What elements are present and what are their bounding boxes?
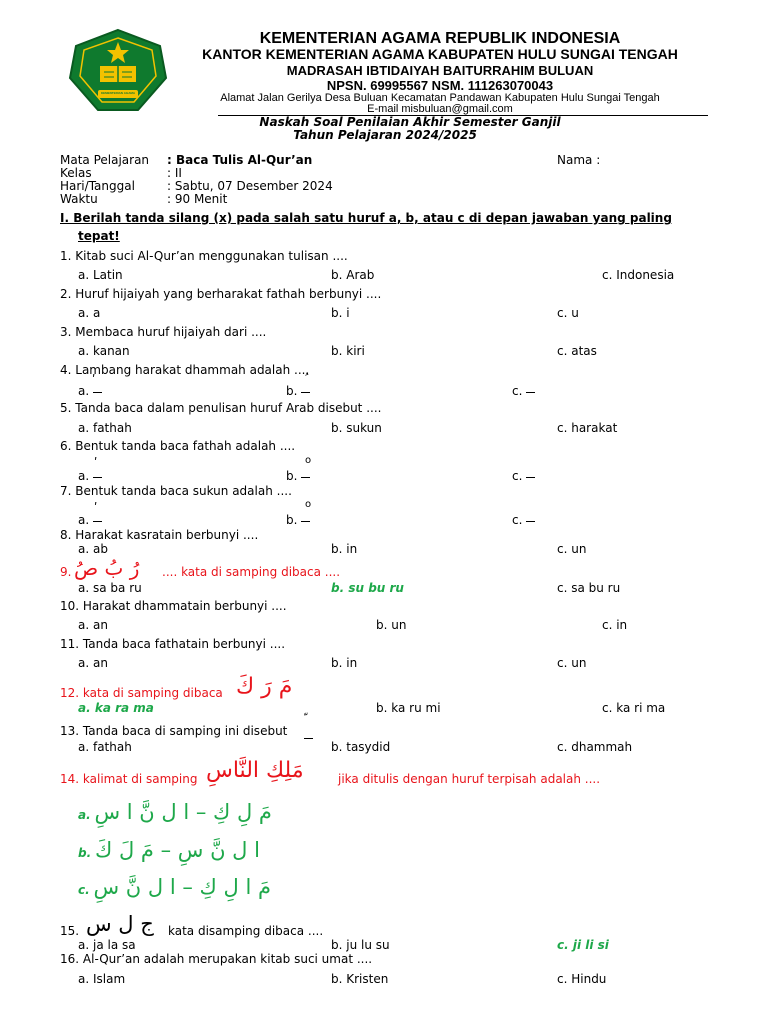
q8-option-a[interactable]: a. ab [78, 542, 108, 556]
q15-option-b[interactable]: b. ju lu su [331, 938, 390, 952]
school-address: Alamat Jalan Gerilya Desa Buluan Kecamatan Pandawan Kabupaten Hulu Sungai Tengah [220, 92, 660, 104]
question-14-arabic: مَلِكِ النَّاسِ [206, 758, 304, 783]
question-8: 8. Harakat kasratain berbunyi .... [60, 528, 259, 542]
q6-option-b[interactable]: b. [286, 469, 310, 483]
q14-option-a-label: a. [78, 808, 91, 822]
q7-option-c[interactable]: c. [512, 513, 535, 527]
q7-option-b[interactable]: b. [286, 513, 310, 527]
q1-option-a[interactable]: a. Latin [78, 268, 123, 282]
question-11: 11. Tanda baca fathatain berbunyi .... [60, 637, 286, 651]
office-title: KANTOR KEMENTERIAN AGAMA KABUPATEN HULU SUNGAI TENGAH [202, 46, 678, 62]
q16-option-a[interactable]: a. Islam [78, 972, 126, 986]
instruction-line2: tepat! [78, 229, 120, 243]
q16-option-c[interactable]: c. Hindu [557, 972, 607, 986]
class-label: Kelas [60, 166, 92, 180]
q12-option-b[interactable]: b. ka ru mi [376, 701, 441, 715]
subject-label: Mata Pelajaran [60, 153, 150, 167]
school-name: MADRASAH IBTIDAIYAH BAITURRAHIM BULUAN [286, 63, 594, 78]
question-16: 16. Al-Qur’an adalah merupakan kitab suci umat .... [60, 952, 373, 966]
question-15-text: kata disamping dibaca .... [168, 924, 324, 938]
q14-option-b[interactable] [78, 838, 260, 862]
q8-option-c[interactable]: c. un [557, 542, 587, 556]
q1-option-b[interactable]: b. Arab [331, 268, 375, 282]
q4-option-a[interactable]: a. [78, 384, 102, 398]
question-7: 7. Bentuk tanda baca sukun adalah .... [60, 484, 292, 498]
school-ids: NPSN. 69995567 NSM. 111263070043 [326, 78, 554, 93]
q16-option-b[interactable]: b. Kristen [331, 972, 389, 986]
q14-option-c-label: c. [78, 883, 90, 897]
fathah-mark-icon: ʹ [92, 373, 96, 387]
tasydid-mark-icon [304, 734, 313, 739]
q5-option-c[interactable]: c. harakat [557, 421, 618, 435]
ministry-logo [68, 28, 168, 112]
q6-option-c[interactable]: c. [512, 469, 535, 483]
school-email: E-mail misbuluan@gmail.com [367, 103, 513, 115]
kasrah-mark-icon [526, 388, 535, 393]
q4-option-b[interactable]: b. [286, 384, 310, 398]
harakat-mark-icon [301, 388, 310, 393]
question-9-arabic: رُ بُ صُ [74, 556, 140, 580]
q10-option-a[interactable]: a. an [78, 618, 108, 632]
question-1: 1. Kitab suci Al-Qur’an menggunakan tulisan .... [60, 249, 348, 263]
kasrah-mark-icon [526, 473, 535, 478]
q5-option-a[interactable]: a. fathah [78, 421, 132, 435]
question-3: 3. Membaca huruf hijaiyah dari .... [60, 325, 267, 339]
exam-title: Naskah Soal Penilaian Akhir Semester Ganjil [259, 115, 561, 129]
q7-option-a[interactable]: a. [78, 513, 102, 527]
q14-option-b-label: b. [78, 846, 92, 860]
date-label: Hari/Tanggal [60, 179, 135, 193]
fathah-mark-icon: ʹ [94, 456, 98, 470]
fathah-mark-icon: ʹ [94, 501, 98, 515]
logo-caption: KEMENTERIAN AGAMA [100, 91, 136, 95]
ministry-title: KEMENTERIAN AGAMA REPUBLIK INDONESIA [259, 30, 621, 47]
q13-option-c[interactable]: c. dhammah [557, 740, 633, 754]
q14-option-a-arabic: مَ لِ كِ – ا ل نَّ ا سِ [94, 800, 272, 824]
class-value: : II [167, 166, 182, 180]
q4-option-c[interactable]: c. [512, 384, 535, 398]
instruction-line1: I. Berilah tanda silang (x) pada salah satu huruf a, b, atau c di depan jawaban yang paling [60, 211, 672, 225]
harakat-mark-icon [93, 388, 102, 393]
question-10: 10. Harakat dhammatain berbunyi .... [60, 599, 287, 613]
question-5: 5. Tanda baca dalam penulisan huruf Arab disebut .... [60, 401, 382, 415]
q2-option-a[interactable]: a. a [78, 306, 101, 320]
harakat-mark-icon [93, 517, 102, 522]
q11-option-b[interactable]: b. in [331, 656, 358, 670]
q9-option-c[interactable]: c. sa bu ru [557, 581, 621, 595]
q3-option-c[interactable]: c. atas [557, 344, 597, 358]
q14-option-c[interactable] [78, 875, 271, 899]
question-9-number: 9. [60, 565, 72, 579]
q14-option-a[interactable] [78, 800, 272, 824]
q6-option-a[interactable]: a. [78, 469, 102, 483]
time-value: : 90 Menit [167, 192, 228, 206]
question-14-suffix: jika ditulis dengan huruf terpisah adalah .... [338, 772, 601, 786]
q15-option-c[interactable]: c. ji li si [557, 938, 609, 952]
q12-option-a[interactable]: a. ka ra ma [78, 701, 154, 715]
q12-option-c[interactable]: c. ka ri ma [602, 701, 666, 715]
q9-option-b[interactable]: b. su bu ru [331, 581, 404, 595]
q14-option-c-arabic: مَ ا لِ كِ – ا ل نَّ سِ [93, 875, 271, 899]
q2-option-b[interactable]: b. i [331, 306, 350, 320]
q13-option-b[interactable]: b. tasydid [331, 740, 391, 754]
question-13: 13. Tanda baca di samping ini disebut [60, 724, 288, 738]
subject-value: : Baca Tulis Al-Qur’an [167, 153, 313, 167]
question-14-prefix: 14. kalimat di samping [60, 772, 198, 786]
harakat-mark-icon [93, 473, 102, 478]
harakat-mark-icon [301, 517, 310, 522]
sukun-mark-icon: o [305, 455, 312, 466]
question-4: 4. Lambang harakat dhammah adalah .... [60, 363, 310, 377]
question-9-text: .... kata di samping dibaca .... [162, 565, 341, 579]
q10-option-b[interactable]: b. un [376, 618, 407, 632]
question-2: 2. Huruf hijaiyah yang berharakat fathah berbunyi .... [60, 287, 382, 301]
q5-option-b[interactable]: b. sukun [331, 421, 382, 435]
q15-option-a[interactable]: a. ja la sa [78, 938, 136, 952]
q3-option-a[interactable]: a. kanan [78, 344, 130, 358]
name-label: Nama : [557, 153, 601, 167]
question-6: 6. Bentuk tanda baca fathah adalah .... [60, 439, 296, 453]
q11-option-c[interactable]: c. un [557, 656, 587, 670]
q9-option-a[interactable]: a. sa ba ru [78, 581, 142, 595]
q10-option-c[interactable]: c. in [602, 618, 628, 632]
date-value: : Sabtu, 07 Desember 2024 [167, 179, 333, 193]
question-15-number: 15. [60, 924, 80, 938]
q13-option-a[interactable]: a. fathah [78, 740, 132, 754]
q3-option-b[interactable]: b. kiri [331, 344, 365, 358]
sukun-mark-icon: o [305, 499, 312, 510]
kasrah-mark-icon [526, 517, 535, 522]
q11-option-a[interactable]: a. an [78, 656, 108, 670]
exam-year: Tahun Pelajaran 2024/2025 [293, 128, 477, 142]
harakat-mark-icon [301, 473, 310, 478]
question-12-arabic: مَ رَ كَ [236, 674, 293, 699]
q14-option-b-arabic: ا ل نَّ سِ – مَ لَ كَ [94, 838, 260, 862]
time-label: Waktu [60, 192, 98, 206]
q8-option-b[interactable]: b. in [331, 542, 358, 556]
question-15-arabic: ج ل س [86, 912, 154, 936]
question-12: 12. kata di samping dibaca [60, 686, 223, 700]
q2-option-c[interactable]: c. u [557, 306, 579, 320]
q1-option-c[interactable]: c. Indonesia [602, 268, 675, 282]
